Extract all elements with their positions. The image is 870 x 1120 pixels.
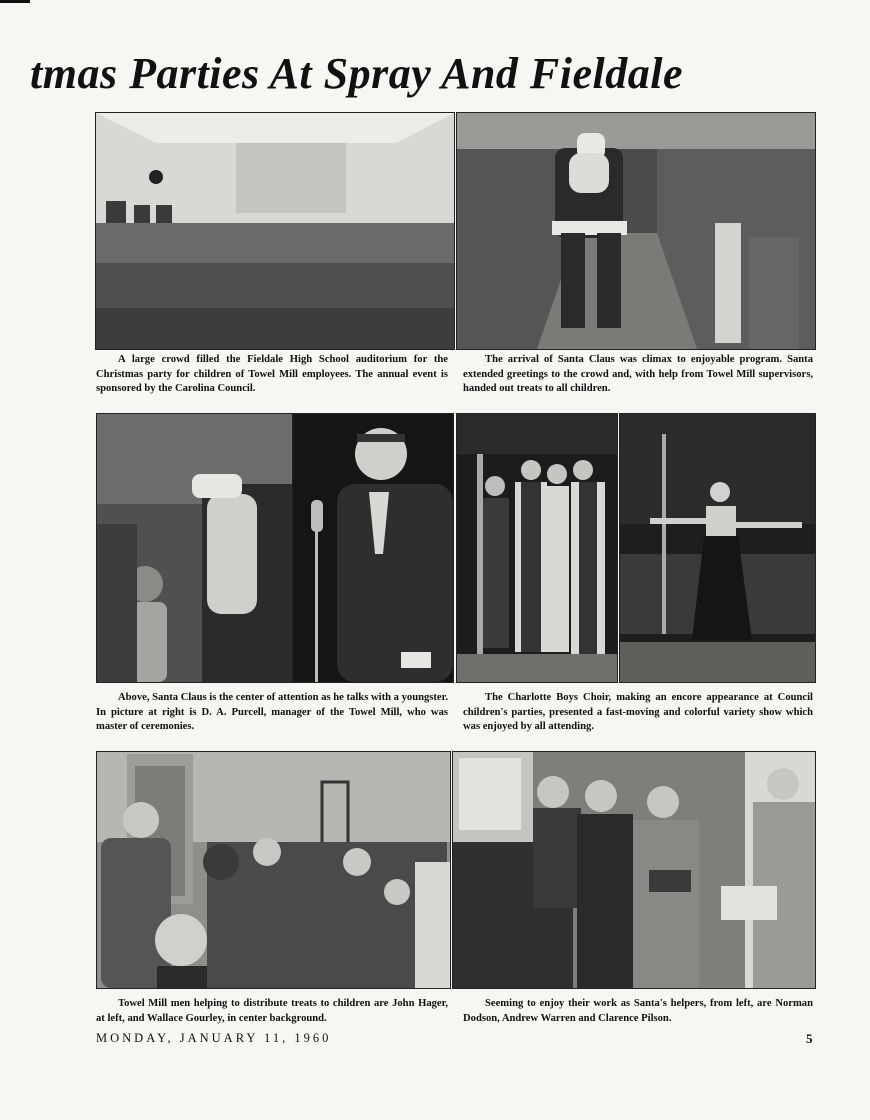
caption-auditorium <box>96 353 448 397</box>
caption-towel-mill-men <box>96 997 448 1026</box>
caption-santa-purcell-text: Above, Santa Claus is the center of attention as he talks with a youngster. In picture at right is D. A. Purcell, manager of the Towel Mill, who was master of ceremonies. <box>96 692 448 732</box>
photo-santa-youngster <box>96 413 293 683</box>
caption-auditorium-text: A large crowd filled the Fieldale High School auditorium for the Christmas party for children of Towel Mill employees. The annual event is sponsored by the Carolina Council. <box>96 354 448 394</box>
page-number: 5 <box>806 1031 813 1046</box>
caption-santa-arrival-text: The arrival of Santa Claus was climax to enjoyable program. Santa extended greetings to the crowd and, with help from Towel Mill supervisors, handed out treats to all children. <box>463 354 813 394</box>
caption-boys-choir-text: The Charlotte Boys Choir, making an encore appearance at Council children's parties, presented a fast-moving and colorful variety show which was enjoyed by all attending. <box>463 692 813 732</box>
corner-mark <box>0 0 30 3</box>
photo-santa-arrival <box>456 112 816 350</box>
caption-santa-arrival <box>463 353 813 397</box>
photo-boys-choir-singers <box>456 413 618 683</box>
photo-boys-choir-dancer <box>619 413 816 683</box>
page-headline: tmas Parties At Spray And Fieldale <box>30 49 684 98</box>
caption-santa-purcell <box>96 691 448 735</box>
caption-santas-helpers-text: Seeming to enjoy their work as Santa's helpers, from left, are Norman Dodson, Andrew Warren and Clarence Pilson. <box>463 998 813 1024</box>
photo-santas-helpers <box>452 751 816 989</box>
caption-towel-mill-men-text: Towel Mill men helping to distribute treats to children are John Hager, at left, and Wallace Gourley, in center background. <box>96 998 448 1024</box>
caption-santas-helpers <box>463 997 813 1026</box>
issue-date: MONDAY, JANUARY 11, 1960 <box>96 1031 332 1045</box>
caption-boys-choir <box>463 691 813 735</box>
photo-auditorium-crowd <box>95 112 455 350</box>
photo-towel-mill-men <box>96 751 451 989</box>
photo-d-a-purcell <box>292 413 454 683</box>
